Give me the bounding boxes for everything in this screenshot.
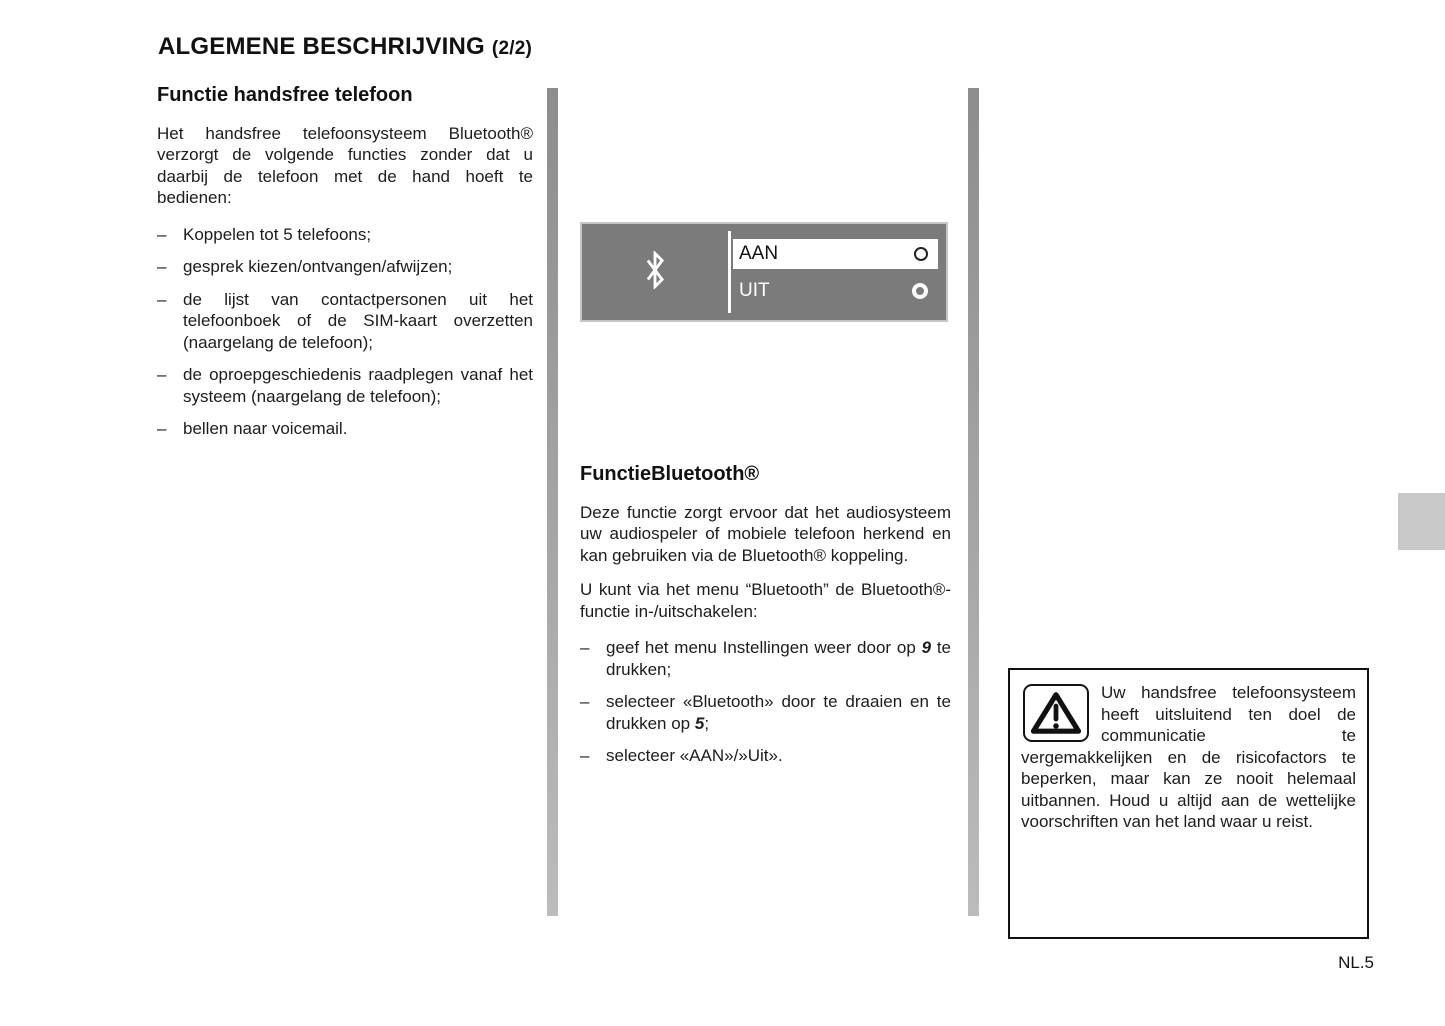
bullet-text — [606, 745, 951, 767]
bluetooth-paragraph-1: Deze functie zorgt ervoor dat het audiosysteem uw audiospeler of mobiele telefoon herkend en kan gebruiken via de Bluetooth® koppeling. — [580, 502, 951, 565]
bullet-text: gesprek kiezen/ontvangen/afwijzen; — [183, 257, 453, 276]
bullet-text-pre: selecteer «AAN»/»Uit». — [606, 746, 783, 765]
bullet-dash: – — [157, 365, 167, 384]
bullet-dash: – — [157, 224, 167, 244]
bullet-dash: – — [580, 746, 590, 765]
page-number: NL.5 — [1338, 953, 1374, 972]
list-item — [157, 289, 533, 354]
option-aan-label: AAN — [739, 242, 779, 264]
bullet-text: de lijst van contactpersonen uit het telefoonboek of de SIM-kaart overzetten (naargelang de telefoon); — [183, 289, 533, 352]
handsfree-bullet-list — [157, 224, 533, 440]
bullet-text-post: te drukken; — [606, 638, 951, 679]
option-aan — [733, 239, 938, 269]
column-divider-bar — [547, 88, 558, 916]
radio-unselected-icon — [914, 247, 928, 261]
bullet-dash: – — [157, 289, 167, 309]
middle-column — [580, 464, 951, 778]
list-item — [580, 691, 951, 734]
page-title — [158, 33, 532, 61]
bullet-dash: – — [157, 257, 167, 276]
list-item — [580, 637, 951, 680]
bluetooth-screen-illustration — [580, 222, 948, 322]
section-heading-bluetooth: FunctieBluetooth® — [580, 463, 760, 485]
page-title-suffix: (2/2) — [491, 38, 532, 59]
list-item — [157, 256, 533, 278]
page-title-text: ALGEMENE BESCHRIJVING — [158, 33, 485, 60]
warning-box — [1008, 668, 1369, 939]
handsfree-intro-paragraph: Het handsfree telefoonsysteem Bluetooth® verzorgt de volgende functies zonder dat u daarbij de telefoon met de hand hoeft te bedienen: — [157, 123, 533, 207]
bullet-dash: – — [157, 419, 167, 438]
column-divider-bar — [968, 88, 979, 916]
bullet-text-pre: selecteer «Bluetooth» door te draaien en te drukken op — [606, 692, 951, 733]
bullet-dash: – — [580, 638, 590, 657]
bluetooth-paragraph-2: U kunt via het menu “Bluetooth” de Bluetooth®-functie in-/uitschakelen: — [580, 580, 951, 621]
bluetooth-icon-zone — [582, 251, 728, 294]
section-heading-handsfree: Functie handsfree telefoon — [157, 84, 413, 106]
screen-options — [731, 239, 946, 306]
list-item — [157, 418, 533, 440]
control-key-5: 5 — [694, 713, 705, 733]
bullet-text: de oproepgeschiedenis raadplegen vanaf het systeem (naargelang de telefoon); — [183, 365, 533, 406]
warning-text: Uw handsfree telefoonsysteem heeft uitsluitend ten doel de communicatie te vergemakkelijken en de risicofactors te beperken, maar kan ze nooit helemaal uitbannen. Houd u altijd aan de wettelijke voorschriften van het land waar u reist. — [1021, 683, 1356, 831]
list-item — [157, 364, 533, 407]
bullet-text-pre: geef het menu Instellingen weer door op — [606, 638, 922, 657]
warning-triangle-icon — [1023, 684, 1089, 742]
bullet-dash: – — [580, 692, 590, 711]
bullet-text: bellen naar voicemail. — [183, 419, 348, 438]
control-key-9: 9 — [921, 638, 932, 657]
bullet-text: Koppelen tot 5 telefoons; — [183, 224, 372, 244]
list-item — [580, 745, 951, 767]
list-item — [157, 224, 533, 246]
option-uit-label: UIT — [739, 279, 770, 301]
radio-selected-icon — [912, 283, 928, 299]
option-uit — [733, 276, 938, 306]
bullet-text-post: ; — [704, 713, 710, 733]
bluetooth-bullet-list — [580, 637, 951, 767]
bluetooth-icon — [642, 251, 668, 294]
bullet-text — [606, 637, 951, 680]
section-index-tab — [1398, 493, 1445, 550]
left-column — [157, 85, 533, 451]
bullet-text — [606, 691, 951, 734]
